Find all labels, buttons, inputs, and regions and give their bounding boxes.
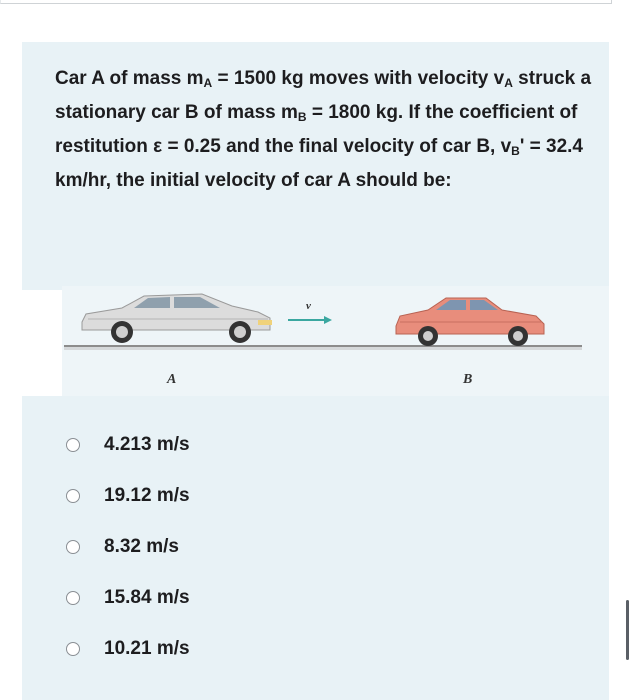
option-3[interactable] [66, 532, 179, 562]
ground-shadow [64, 347, 582, 350]
option-2[interactable] [66, 481, 190, 511]
question-card [22, 42, 609, 290]
radio-button[interactable] [66, 642, 80, 656]
radio-button[interactable] [66, 540, 80, 554]
option-1[interactable] [66, 430, 190, 460]
subscript: A [203, 76, 213, 90]
scroll-indicator[interactable] [626, 600, 629, 660]
question-text-part: = 1800 kg. If the coefficient of restitution ε = 0.25 and the final velocity of car B, v [55, 102, 578, 157]
car-b-image [396, 298, 544, 346]
car-b-label: B [463, 372, 473, 387]
radio-button[interactable] [66, 591, 80, 605]
answer-options [22, 396, 609, 700]
cars-illustration [62, 286, 609, 396]
subscript: B [297, 110, 307, 124]
option-label: 19.12 m/s [104, 485, 190, 506]
radio-button[interactable] [66, 489, 80, 503]
question-text-part: struck a stationary car B of mass m [55, 68, 592, 123]
collision-figure [62, 286, 609, 396]
subscript: A [504, 76, 513, 90]
option-label: 10.21 m/s [104, 638, 190, 659]
question-text [55, 62, 595, 198]
velocity-label: v [306, 300, 311, 312]
top-frame [0, 0, 612, 4]
radio-button[interactable] [66, 438, 80, 452]
option-label: 15.84 m/s [104, 587, 190, 608]
velocity-arrow [288, 316, 332, 324]
option-label: 8.32 m/s [104, 536, 179, 557]
question-text-part: ' = 32.4 km/hr, the initial velocity of car A should be: [55, 136, 583, 191]
question-text-part: = 1500 kg moves with velocity v [212, 68, 505, 89]
question-text-part: Car A of mass m [55, 68, 204, 89]
car-a-image [82, 294, 272, 343]
option-label: 4.213 m/s [104, 434, 190, 455]
option-5[interactable] [66, 634, 190, 664]
subscript: B [511, 144, 520, 158]
car-a-label: A [167, 372, 177, 387]
option-4[interactable] [66, 583, 190, 613]
